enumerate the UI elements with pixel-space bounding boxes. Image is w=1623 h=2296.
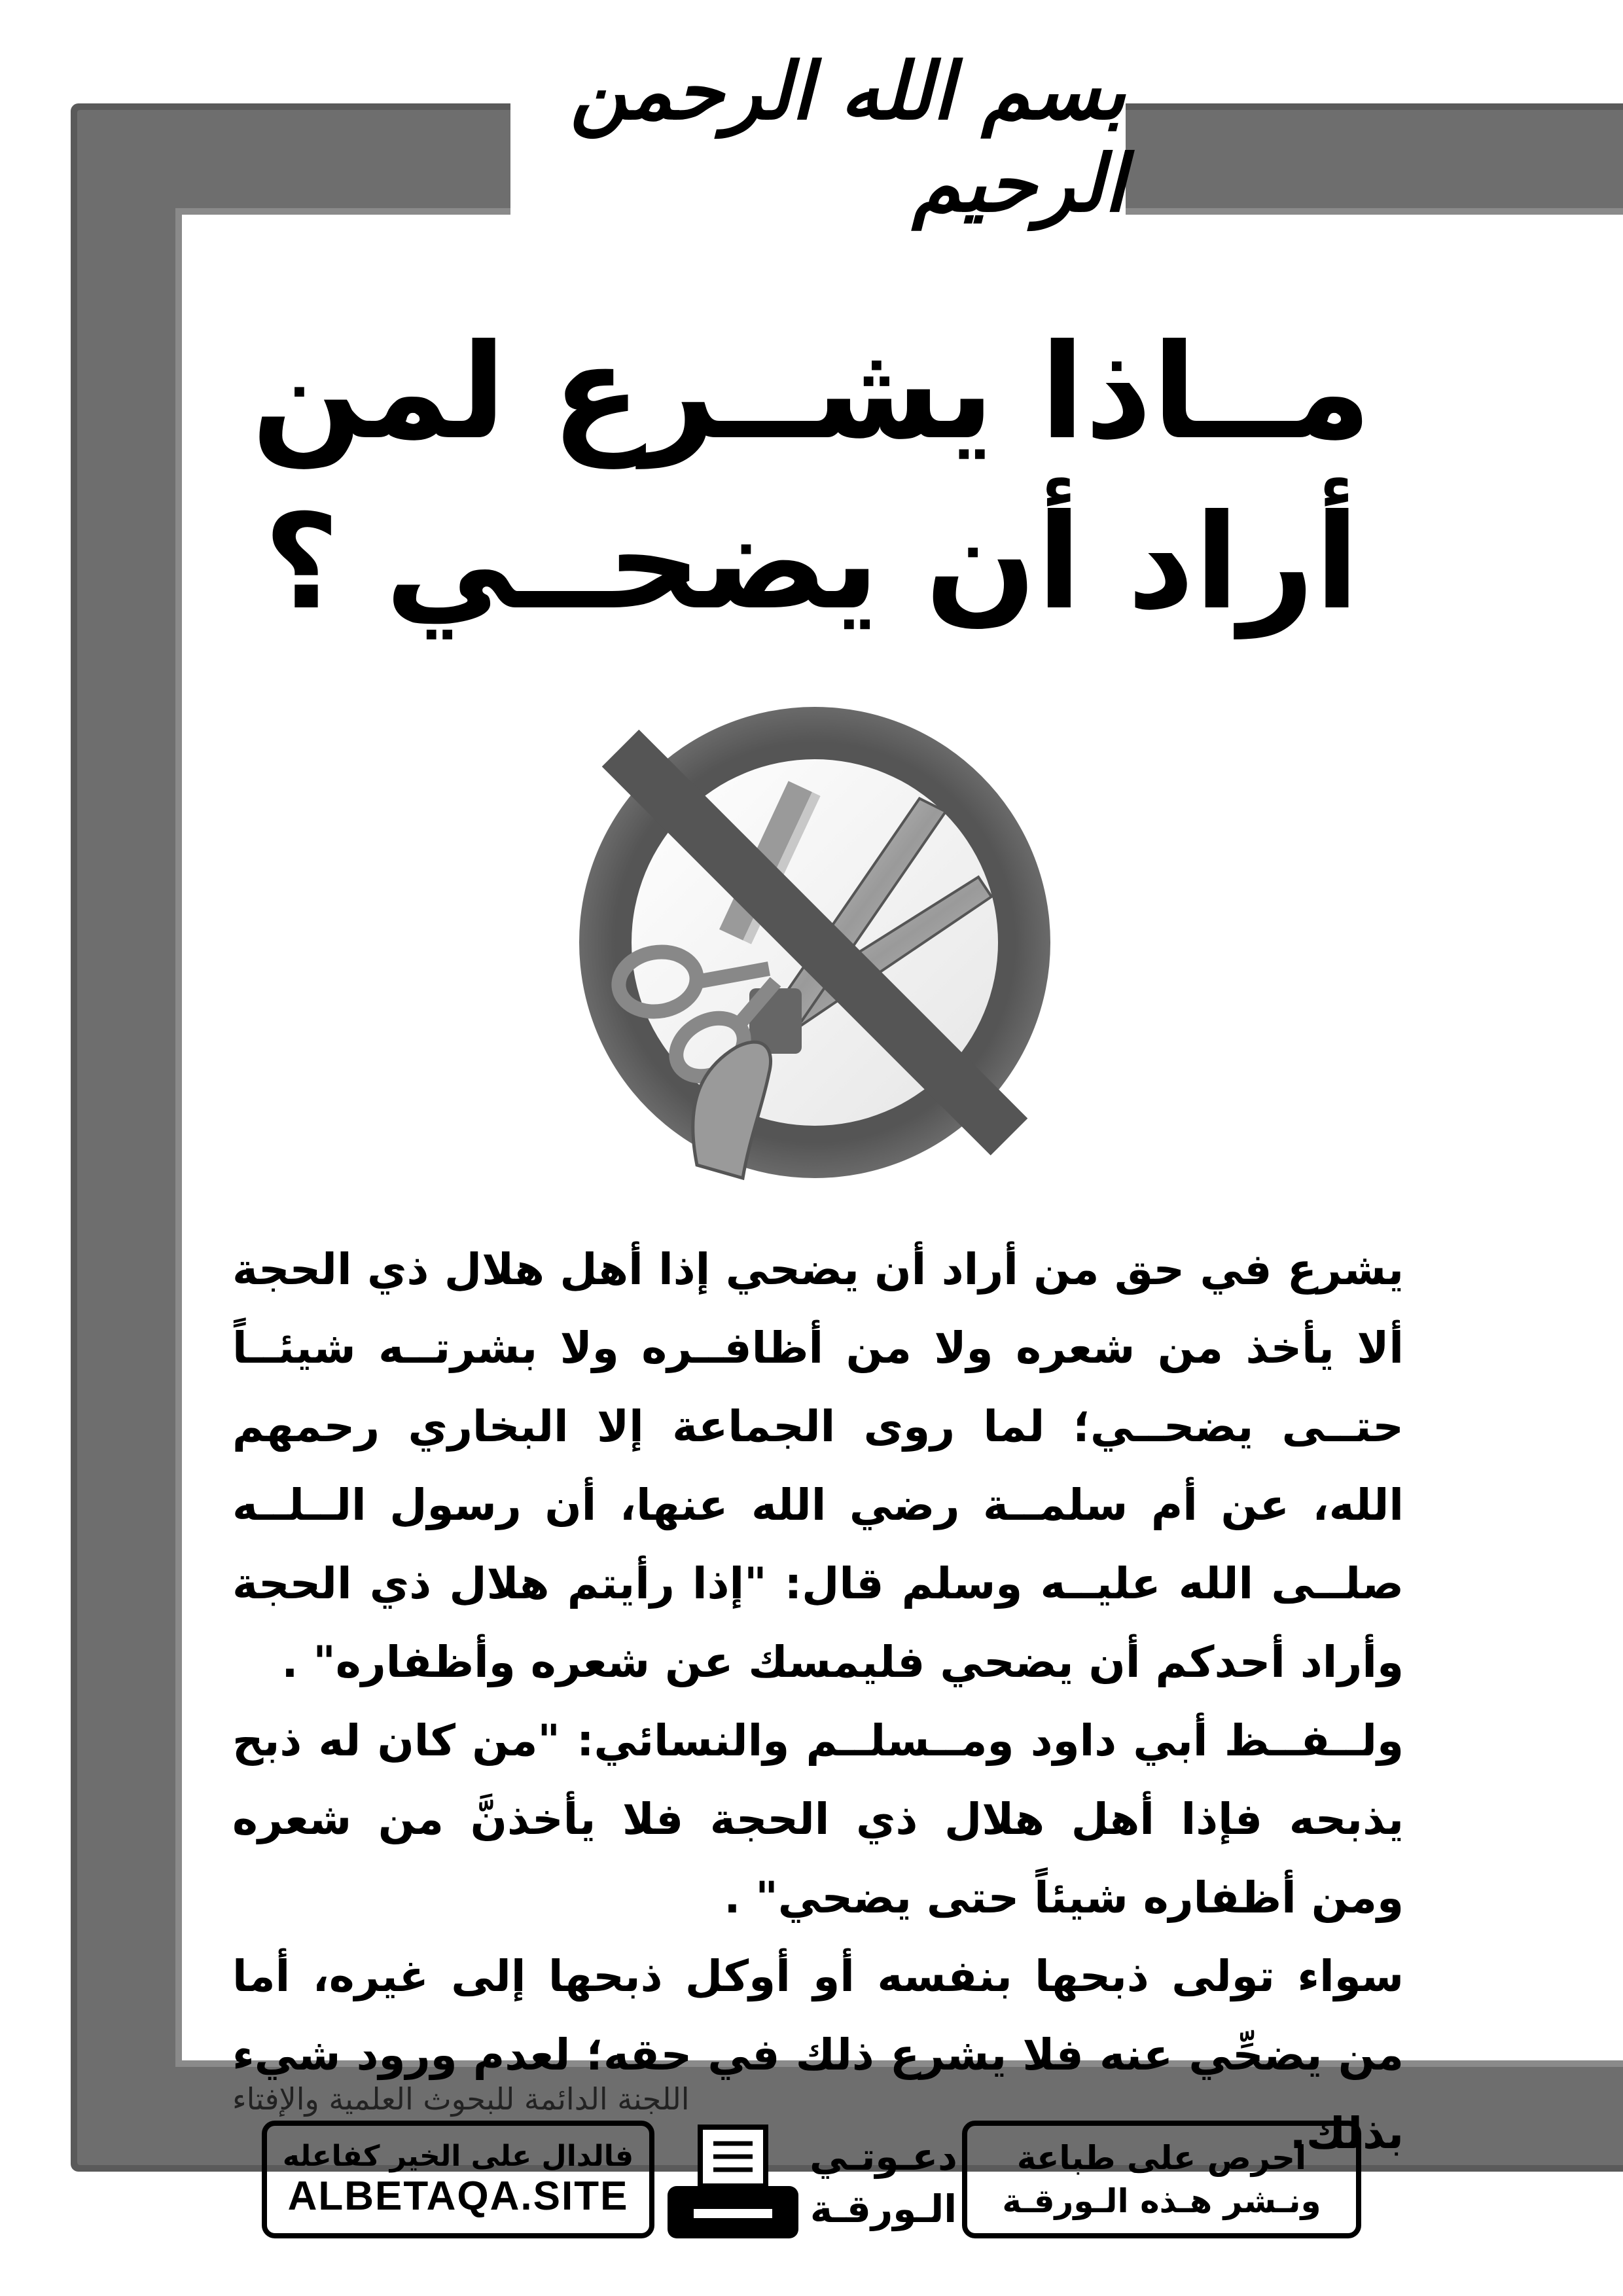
footer-slogan: فالدال على الخير كفاعله <box>282 2140 634 2173</box>
body-paragraph-3: سواء تولى ذبحها بنفسه أو أوكل ذبحها إلى غيره، أما من يضحِّي عنه فلا يشرع ذلك في حقه؛ لعدم ورود شيء بذلك. <box>232 1951 1404 2159</box>
source-attribution: اللجنة الدائمة للبحوث العلمية والإفتاء <box>232 2081 690 2117</box>
dawati-logo <box>812 2121 955 2245</box>
footer-logo-area <box>661 2121 962 2245</box>
website-link[interactable]: ALBETAQA.SITE <box>287 2174 629 2219</box>
page-title-line-1: مــاذا يشــرع لمن <box>251 316 1372 469</box>
footer-print-reminder <box>962 2121 1361 2238</box>
body-paragraph-2: ولــفــظ أبي داود ومــسلــم والنسائي: "من كان له ذبح يذبحه فإذا أهل هلال ذي الحجة فلا يأخذنَّ من شعره ومن أظفاره شيئاً حتى يضحي" . <box>232 1715 1404 1923</box>
print-reminder-line-1: احرص على طباعة <box>1016 2139 1307 2177</box>
print-reminder-line-2: ونـشر هـذه الـورقـة <box>1002 2182 1321 2220</box>
body-paragraph-1: يشرع في حق من أراد أن يضحي إذا أهل هلال ذي الحجة ألا يأخذ من شعره ولا من أظافــره ولا بشرتــه شيئــاً حتــى يضحــي؛ لما روى الجماعة إلا البخاري رحمهم الله، عن أم سلمــة رضي الله عنها، أن رسول الــلــه صلــى الله عليــه وسلم قال: "إذا رأيتم هلال ذي الحجة وأراد أحدكم أن يضحي فليمسك عن شعره وأظفاره" . <box>232 1244 1404 1687</box>
basmala-calligraphy: بسم الله الرحمن الرحيم <box>570 45 1126 230</box>
printer-icon <box>661 2121 805 2245</box>
body-text <box>232 1230 1404 2173</box>
logo-line-2: الـورقـة <box>810 2187 957 2231</box>
page-title-line-2: أراد أن يضحــي ؟ <box>263 486 1360 639</box>
footer-website-box <box>262 2121 654 2238</box>
no-scissors-nail-clipper-icon <box>553 681 1077 1204</box>
footer <box>262 2121 1361 2245</box>
logo-line-1: دعـوتـي <box>810 2134 957 2179</box>
